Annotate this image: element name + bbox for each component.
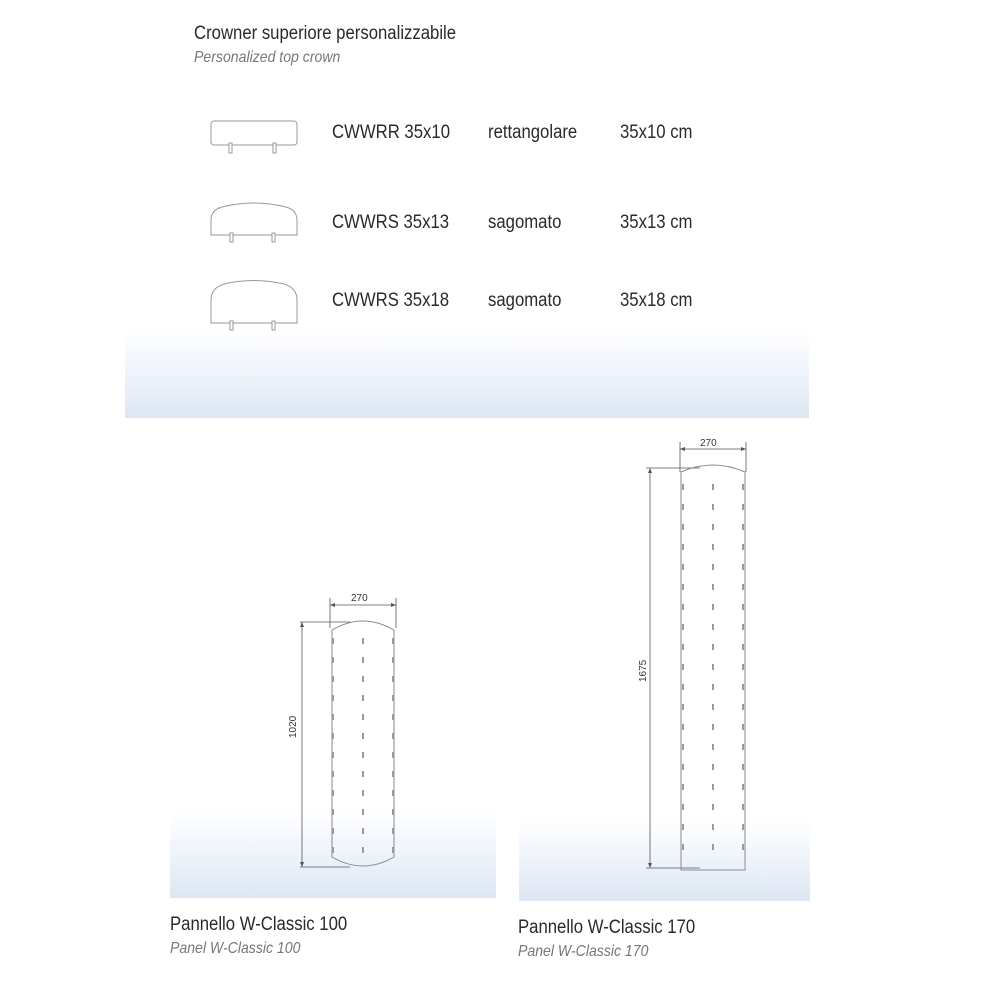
panel-slot (712, 524, 714, 530)
crown-code: CWWRS 35x13 (332, 212, 450, 233)
panel-slot (742, 504, 744, 510)
panel-slot (392, 714, 394, 720)
panel-slot (362, 638, 364, 644)
panel-slot (742, 744, 744, 750)
panel-slot (332, 752, 334, 758)
panel-slot (332, 733, 334, 739)
panel-slot (682, 824, 684, 830)
panel-slot (362, 771, 364, 777)
panel-slot (682, 544, 684, 550)
panel-slot (682, 784, 684, 790)
panel-slot (682, 604, 684, 610)
panel-subtitle: Panel W-Classic 170 (518, 943, 649, 960)
panel-slot (742, 604, 744, 610)
panel-slot (682, 764, 684, 770)
panel-slot (362, 790, 364, 796)
shaped-crown-icon (210, 280, 300, 332)
panel-slot (742, 484, 744, 490)
panel-slot (742, 584, 744, 590)
crown-code: CWWRR 35x10 (332, 122, 450, 143)
panel-slot (712, 844, 714, 850)
panel-slot (712, 704, 714, 710)
panel-slot (332, 847, 334, 853)
panel-slot (392, 828, 394, 834)
panel-height-label: 1020 (288, 715, 299, 738)
panel-height-label: 1675 (638, 659, 649, 682)
panel-slot (362, 733, 364, 739)
panel-slot (332, 676, 334, 682)
crown-size: 35x10 cm (620, 122, 693, 143)
panel-title: Pannello W-Classic 170 (518, 917, 696, 938)
panel-slot (712, 724, 714, 730)
panel-slot (742, 804, 744, 810)
panel-slot (682, 484, 684, 490)
panel-slot (362, 714, 364, 720)
section-subtitle: Personalized top crown (194, 49, 341, 66)
panel-slot (712, 744, 714, 750)
panel-170-drawing (640, 436, 760, 876)
panel-slot (682, 644, 684, 650)
panel-slot (332, 771, 334, 777)
panel-slot (682, 504, 684, 510)
panel-slot (742, 764, 744, 770)
panel-slot (392, 657, 394, 663)
panel-slot (682, 684, 684, 690)
panel-slot (682, 584, 684, 590)
panel-slot (332, 638, 334, 644)
panel-slot (392, 847, 394, 853)
panel-slot (392, 771, 394, 777)
panel-slot (362, 676, 364, 682)
section-title: Crowner superiore personalizzabile (194, 23, 457, 44)
panel-slot (712, 544, 714, 550)
panel-subtitle: Panel W-Classic 100 (170, 940, 301, 957)
crown-code: CWWRS 35x18 (332, 290, 450, 311)
panel-slot (712, 624, 714, 630)
panel-slot (392, 790, 394, 796)
panel-slot (712, 604, 714, 610)
panel-slot (362, 752, 364, 758)
panel-slot (712, 484, 714, 490)
panel-slot (362, 828, 364, 834)
panel-slot (332, 695, 334, 701)
panel-slot (712, 504, 714, 510)
panel-slot (742, 844, 744, 850)
crown-size: 35x13 cm (620, 212, 693, 233)
panel-slot (712, 584, 714, 590)
panel-slot (392, 676, 394, 682)
crown-size: 35x18 cm (620, 290, 693, 311)
panel-slot (392, 752, 394, 758)
panel-slot (742, 824, 744, 830)
panel-slot (742, 664, 744, 670)
shaped-crown-icon (210, 202, 300, 244)
panel-slot (742, 644, 744, 650)
panel-slot (742, 524, 744, 530)
panel-slot (712, 784, 714, 790)
rectangular-crown-icon (210, 120, 300, 156)
panel-slot (332, 657, 334, 663)
panel-slot (742, 564, 744, 570)
panel-slot (712, 664, 714, 670)
panel-slot (682, 844, 684, 850)
panel-slot (712, 804, 714, 810)
panel-slot (682, 724, 684, 730)
panel-slot (332, 714, 334, 720)
panel-title: Pannello W-Classic 100 (170, 914, 348, 935)
panel-slot (682, 624, 684, 630)
panel-slot (712, 564, 714, 570)
panel-slot (682, 744, 684, 750)
panel-slot (682, 524, 684, 530)
panel-slot (682, 664, 684, 670)
crown-shape: sagomato (488, 290, 562, 311)
panel-slot (742, 544, 744, 550)
panel-width-label: 270 (700, 438, 717, 449)
panel-slot (332, 790, 334, 796)
panel-slot (742, 784, 744, 790)
panel-slot (682, 564, 684, 570)
panel-width-label: 270 (351, 593, 368, 604)
crown-backdrop (125, 330, 809, 418)
panel-slot (392, 809, 394, 815)
panel-slot (712, 684, 714, 690)
panel-slot (742, 724, 744, 730)
panel-slot (742, 684, 744, 690)
panel-slot (362, 695, 364, 701)
crown-shape: rettangolare (488, 122, 578, 143)
panel-slot (362, 809, 364, 815)
panel-slot (392, 733, 394, 739)
panel-slot (742, 624, 744, 630)
panel-slot (332, 809, 334, 815)
crown-shape: sagomato (488, 212, 562, 233)
panel-slot (392, 638, 394, 644)
panel-slot (362, 657, 364, 663)
panel-slot (712, 824, 714, 830)
panel-slot (682, 804, 684, 810)
panel-slot (712, 764, 714, 770)
panel-slot (392, 695, 394, 701)
panel-slot (362, 847, 364, 853)
panel-slot (712, 644, 714, 650)
panel-slot (742, 704, 744, 710)
panel-slot (682, 704, 684, 710)
panel-slot (332, 828, 334, 834)
panel-100-drawing (290, 590, 410, 875)
